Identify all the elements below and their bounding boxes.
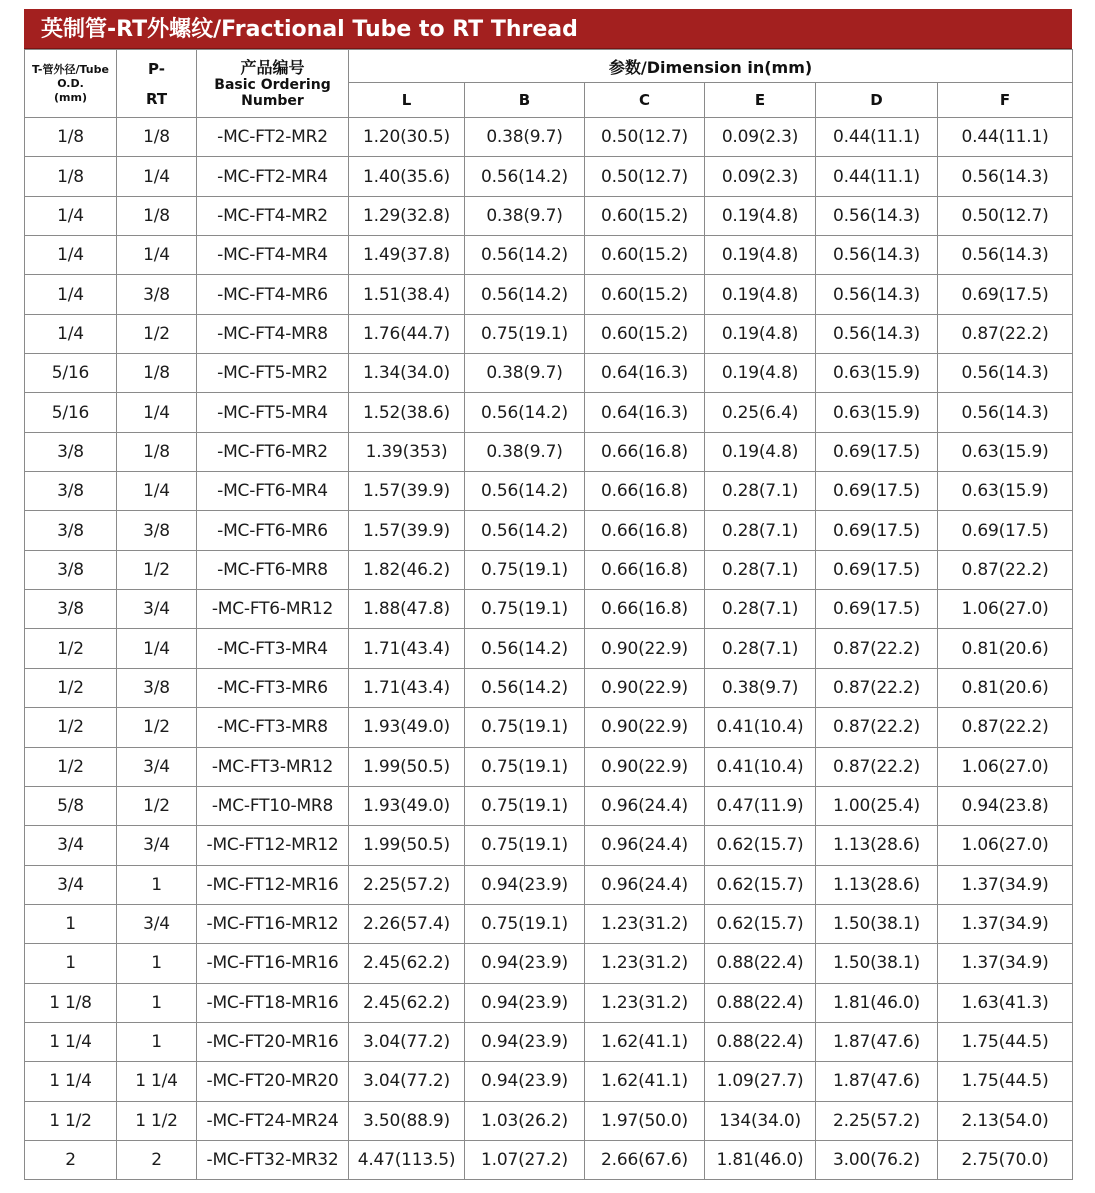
f-cell: 1.63(41.3) [938, 983, 1073, 1022]
header-order-line: 产品编号 [240, 57, 305, 77]
ordering-number-cell: -MC-FT5-MR2 [197, 354, 349, 393]
header-tube-od [25, 50, 117, 118]
ordering-number-cell: -MC-FT20-MR20 [197, 1062, 349, 1101]
c-cell: 0.50(12.7) [585, 157, 705, 196]
d-cell: 0.87(22.2) [816, 708, 938, 747]
table-row [25, 826, 1073, 865]
l-cell: 2.25(57.2) [349, 865, 465, 904]
header-dimension: 参数/Dimension in(mm) [349, 50, 1073, 83]
header-col-e: E [705, 83, 816, 118]
d-cell: 0.87(22.2) [816, 629, 938, 668]
b-cell: 0.38(9.7) [465, 354, 585, 393]
table-row [25, 944, 1073, 983]
tube-od-cell: 3/4 [25, 826, 117, 865]
port-cell: 3/4 [117, 590, 197, 629]
port-cell: 1/8 [117, 354, 197, 393]
e-cell: 0.19(4.8) [705, 275, 816, 314]
port-cell: 1/4 [117, 393, 197, 432]
e-cell: 0.19(4.8) [705, 432, 816, 471]
b-cell: 0.75(19.1) [465, 826, 585, 865]
e-cell: 0.19(4.8) [705, 314, 816, 353]
b-cell: 0.94(23.9) [465, 983, 585, 1022]
l-cell: 1.51(38.4) [349, 275, 465, 314]
b-cell: 0.94(23.9) [465, 944, 585, 983]
tube-od-cell: 1/4 [25, 275, 117, 314]
d-cell: 0.44(11.1) [816, 118, 938, 157]
b-cell: 0.56(14.2) [465, 511, 585, 550]
port-cell: 3/4 [117, 826, 197, 865]
port-cell: 1/2 [117, 786, 197, 825]
f-cell: 0.69(17.5) [938, 511, 1073, 550]
d-cell: 3.00(76.2) [816, 1140, 938, 1179]
tube-od-cell: 1/4 [25, 196, 117, 235]
table-row [25, 786, 1073, 825]
header-tube-line: T-管外径/Tube [32, 62, 109, 76]
port-cell: 1/2 [117, 550, 197, 589]
d-cell: 1.87(47.6) [816, 1062, 938, 1101]
port-cell: 1 1/4 [117, 1062, 197, 1101]
b-cell: 0.75(19.1) [465, 314, 585, 353]
d-cell: 1.50(38.1) [816, 904, 938, 943]
c-cell: 0.60(15.2) [585, 275, 705, 314]
c-cell: 1.62(41.1) [585, 1022, 705, 1061]
b-cell: 0.56(14.2) [465, 236, 585, 275]
f-cell: 2.13(54.0) [938, 1101, 1073, 1140]
f-cell: 0.63(15.9) [938, 432, 1073, 471]
ordering-number-cell: -MC-FT6-MR4 [197, 472, 349, 511]
e-cell: 0.47(11.9) [705, 786, 816, 825]
e-cell: 0.28(7.1) [705, 511, 816, 550]
b-cell: 0.75(19.1) [465, 708, 585, 747]
c-cell: 0.64(16.3) [585, 354, 705, 393]
tube-od-cell: 1 1/4 [25, 1062, 117, 1101]
table-row [25, 432, 1073, 471]
table-row [25, 472, 1073, 511]
ordering-number-cell: -MC-FT16-MR12 [197, 904, 349, 943]
ordering-number-cell: -MC-FT3-MR8 [197, 708, 349, 747]
e-cell: 0.19(4.8) [705, 354, 816, 393]
f-cell: 0.56(14.3) [938, 236, 1073, 275]
l-cell: 1.29(32.8) [349, 196, 465, 235]
l-cell: 3.04(77.2) [349, 1022, 465, 1061]
header-tube-line: O.D. [57, 76, 84, 90]
d-cell: 0.56(14.3) [816, 196, 938, 235]
l-cell: 1.49(37.8) [349, 236, 465, 275]
e-cell: 0.41(10.4) [705, 747, 816, 786]
port-cell: 1/8 [117, 196, 197, 235]
e-cell: 0.28(7.1) [705, 629, 816, 668]
b-cell: 0.94(23.9) [465, 1062, 585, 1101]
table-row [25, 275, 1073, 314]
header-ordering-number [197, 50, 349, 118]
f-cell: 0.81(20.6) [938, 629, 1073, 668]
c-cell: 0.66(16.8) [585, 472, 705, 511]
l-cell: 1.40(35.6) [349, 157, 465, 196]
header-port-line: P- [148, 59, 165, 78]
port-cell: 1/8 [117, 118, 197, 157]
ordering-number-cell: -MC-FT4-MR4 [197, 236, 349, 275]
f-cell: 0.87(22.2) [938, 314, 1073, 353]
port-cell: 1/2 [117, 708, 197, 747]
f-cell: 1.37(34.9) [938, 865, 1073, 904]
table-row [25, 747, 1073, 786]
l-cell: 2.26(57.4) [349, 904, 465, 943]
e-cell: 0.88(22.4) [705, 944, 816, 983]
d-cell: 0.69(17.5) [816, 550, 938, 589]
table-row [25, 236, 1073, 275]
b-cell: 0.38(9.7) [465, 118, 585, 157]
table-row [25, 393, 1073, 432]
d-cell: 0.56(14.3) [816, 236, 938, 275]
c-cell: 0.96(24.4) [585, 865, 705, 904]
ordering-number-cell: -MC-FT4-MR6 [197, 275, 349, 314]
tube-od-cell: 1/2 [25, 708, 117, 747]
e-cell: 0.09(2.3) [705, 118, 816, 157]
table-row [25, 590, 1073, 629]
l-cell: 1.34(34.0) [349, 354, 465, 393]
tube-od-cell: 1 1/8 [25, 983, 117, 1022]
table-row [25, 118, 1073, 157]
f-cell: 1.06(27.0) [938, 747, 1073, 786]
tube-od-cell: 5/16 [25, 354, 117, 393]
b-cell: 0.38(9.7) [465, 432, 585, 471]
c-cell: 1.97(50.0) [585, 1101, 705, 1140]
b-cell: 0.56(14.2) [465, 275, 585, 314]
l-cell: 1.76(44.7) [349, 314, 465, 353]
d-cell: 0.69(17.5) [816, 472, 938, 511]
b-cell: 1.03(26.2) [465, 1101, 585, 1140]
d-cell: 0.44(11.1) [816, 157, 938, 196]
d-cell: 0.69(17.5) [816, 511, 938, 550]
header-order-line: Number [241, 92, 304, 109]
l-cell: 1.57(39.9) [349, 511, 465, 550]
tube-od-cell: 1 [25, 944, 117, 983]
d-cell: 0.87(22.2) [816, 747, 938, 786]
table-title: 英制管-RT外螺纹/Fractional Tube to RT Thread [24, 9, 1072, 49]
ordering-number-cell: -MC-FT24-MR24 [197, 1101, 349, 1140]
table-row [25, 708, 1073, 747]
port-cell: 1/4 [117, 157, 197, 196]
ordering-number-cell: -MC-FT2-MR4 [197, 157, 349, 196]
e-cell: 0.41(10.4) [705, 708, 816, 747]
d-cell: 0.63(15.9) [816, 354, 938, 393]
f-cell: 1.37(34.9) [938, 944, 1073, 983]
table-row [25, 865, 1073, 904]
c-cell: 1.62(41.1) [585, 1062, 705, 1101]
tube-od-cell: 2 [25, 1140, 117, 1179]
port-cell: 2 [117, 1140, 197, 1179]
l-cell: 4.47(113.5) [349, 1140, 465, 1179]
c-cell: 1.23(31.2) [585, 904, 705, 943]
port-cell: 3/4 [117, 904, 197, 943]
l-cell: 1.88(47.8) [349, 590, 465, 629]
port-cell: 1 [117, 944, 197, 983]
b-cell: 1.07(27.2) [465, 1140, 585, 1179]
l-cell: 1.93(49.0) [349, 708, 465, 747]
f-cell: 1.75(44.5) [938, 1022, 1073, 1061]
c-cell: 0.60(15.2) [585, 196, 705, 235]
table-row [25, 1140, 1073, 1179]
table-row [25, 511, 1073, 550]
ordering-number-cell: -MC-FT16-MR16 [197, 944, 349, 983]
header-col-f: F [938, 83, 1073, 118]
ordering-number-cell: -MC-FT18-MR16 [197, 983, 349, 1022]
port-cell: 1/4 [117, 472, 197, 511]
tube-od-cell: 1/4 [25, 236, 117, 275]
ordering-number-cell: -MC-FT6-MR2 [197, 432, 349, 471]
header-order-line: Basic Ordering [214, 76, 331, 93]
e-cell: 0.28(7.1) [705, 550, 816, 589]
tube-od-cell: 1/2 [25, 668, 117, 707]
e-cell: 0.88(22.4) [705, 983, 816, 1022]
b-cell: 0.94(23.9) [465, 865, 585, 904]
l-cell: 1.93(49.0) [349, 786, 465, 825]
f-cell: 0.56(14.3) [938, 354, 1073, 393]
c-cell: 0.50(12.7) [585, 118, 705, 157]
d-cell: 0.63(15.9) [816, 393, 938, 432]
e-cell: 0.09(2.3) [705, 157, 816, 196]
header-col-d: D [816, 83, 938, 118]
table-row [25, 983, 1073, 1022]
d-cell: 1.50(38.1) [816, 944, 938, 983]
b-cell: 0.56(14.2) [465, 668, 585, 707]
table-row [25, 1022, 1073, 1061]
e-cell: 0.25(6.4) [705, 393, 816, 432]
tube-od-cell: 5/8 [25, 786, 117, 825]
b-cell: 0.75(19.1) [465, 904, 585, 943]
e-cell: 0.19(4.8) [705, 236, 816, 275]
b-cell: 0.75(19.1) [465, 747, 585, 786]
l-cell: 3.04(77.2) [349, 1062, 465, 1101]
l-cell: 1.20(30.5) [349, 118, 465, 157]
c-cell: 0.64(16.3) [585, 393, 705, 432]
c-cell: 0.90(22.9) [585, 747, 705, 786]
f-cell: 2.75(70.0) [938, 1140, 1073, 1179]
l-cell: 1.82(46.2) [349, 550, 465, 589]
f-cell: 0.44(11.1) [938, 118, 1073, 157]
f-cell: 1.75(44.5) [938, 1062, 1073, 1101]
ordering-number-cell: -MC-FT12-MR16 [197, 865, 349, 904]
l-cell: 1.57(39.9) [349, 472, 465, 511]
table-row [25, 904, 1073, 943]
table-row [25, 196, 1073, 235]
ordering-number-cell: -MC-FT6-MR8 [197, 550, 349, 589]
d-cell: 2.25(57.2) [816, 1101, 938, 1140]
table-row [25, 550, 1073, 589]
spec-sheet [24, 9, 1072, 1180]
d-cell: 1.00(25.4) [816, 786, 938, 825]
tube-od-cell: 3/8 [25, 511, 117, 550]
port-cell: 3/4 [117, 747, 197, 786]
f-cell: 1.37(34.9) [938, 904, 1073, 943]
d-cell: 0.87(22.2) [816, 668, 938, 707]
e-cell: 0.88(22.4) [705, 1022, 816, 1061]
port-cell: 1 [117, 983, 197, 1022]
f-cell: 1.06(27.0) [938, 590, 1073, 629]
l-cell: 1.99(50.5) [349, 826, 465, 865]
f-cell: 0.63(15.9) [938, 472, 1073, 511]
b-cell: 0.75(19.1) [465, 590, 585, 629]
l-cell: 1.71(43.4) [349, 629, 465, 668]
c-cell: 0.96(24.4) [585, 826, 705, 865]
e-cell: 1.09(27.7) [705, 1062, 816, 1101]
port-cell: 1 [117, 865, 197, 904]
ordering-number-cell: -MC-FT3-MR12 [197, 747, 349, 786]
header-col-l: L [349, 83, 465, 118]
table-row [25, 1062, 1073, 1101]
e-cell: 1.81(46.0) [705, 1140, 816, 1179]
tube-od-cell: 1/4 [25, 314, 117, 353]
table-row [25, 629, 1073, 668]
header-port-line: RT [145, 89, 168, 108]
c-cell: 0.66(16.8) [585, 511, 705, 550]
f-cell: 0.56(14.3) [938, 393, 1073, 432]
f-cell: 0.56(14.3) [938, 157, 1073, 196]
tube-od-cell: 3/8 [25, 550, 117, 589]
table-body [25, 118, 1073, 1180]
port-cell: 1/4 [117, 629, 197, 668]
tube-od-cell: 3/4 [25, 865, 117, 904]
port-cell: 3/8 [117, 275, 197, 314]
ordering-number-cell: -MC-FT5-MR4 [197, 393, 349, 432]
d-cell: 1.81(46.0) [816, 983, 938, 1022]
port-cell: 1/2 [117, 314, 197, 353]
e-cell: 0.19(4.8) [705, 196, 816, 235]
b-cell: 0.94(23.9) [465, 1022, 585, 1061]
l-cell: 1.52(38.6) [349, 393, 465, 432]
c-cell: 0.66(16.8) [585, 432, 705, 471]
ordering-number-cell: -MC-FT3-MR6 [197, 668, 349, 707]
f-cell: 0.87(22.2) [938, 708, 1073, 747]
l-cell: 2.45(62.2) [349, 944, 465, 983]
port-cell: 3/8 [117, 668, 197, 707]
f-cell: 0.69(17.5) [938, 275, 1073, 314]
d-cell: 1.13(28.6) [816, 865, 938, 904]
d-cell: 0.56(14.3) [816, 314, 938, 353]
e-cell: 0.28(7.1) [705, 590, 816, 629]
e-cell: 0.28(7.1) [705, 472, 816, 511]
b-cell: 0.75(19.1) [465, 550, 585, 589]
table-row [25, 668, 1073, 707]
tube-od-cell: 3/8 [25, 432, 117, 471]
tube-od-cell: 1 1/4 [25, 1022, 117, 1061]
port-cell: 1/4 [117, 236, 197, 275]
ordering-number-cell: -MC-FT4-MR2 [197, 196, 349, 235]
b-cell: 0.56(14.2) [465, 157, 585, 196]
c-cell: 0.96(24.4) [585, 786, 705, 825]
d-cell: 1.87(47.6) [816, 1022, 938, 1061]
tube-od-cell: 1/2 [25, 629, 117, 668]
b-cell: 0.56(14.2) [465, 472, 585, 511]
b-cell: 0.75(19.1) [465, 786, 585, 825]
table-row [25, 1101, 1073, 1140]
e-cell: 134(34.0) [705, 1101, 816, 1140]
header-col-c: C [585, 83, 705, 118]
spec-table [24, 49, 1073, 1180]
l-cell: 2.45(62.2) [349, 983, 465, 1022]
c-cell: 0.90(22.9) [585, 708, 705, 747]
ordering-number-cell: -MC-FT4-MR8 [197, 314, 349, 353]
f-cell: 0.87(22.2) [938, 550, 1073, 589]
port-cell: 1/8 [117, 432, 197, 471]
tube-od-cell: 1 1/2 [25, 1101, 117, 1140]
f-cell: 0.94(23.8) [938, 786, 1073, 825]
e-cell: 0.62(15.7) [705, 904, 816, 943]
e-cell: 0.62(15.7) [705, 826, 816, 865]
ordering-number-cell: -MC-FT3-MR4 [197, 629, 349, 668]
c-cell: 0.60(15.2) [585, 314, 705, 353]
c-cell: 0.90(22.9) [585, 668, 705, 707]
d-cell: 0.69(17.5) [816, 590, 938, 629]
c-cell: 0.90(22.9) [585, 629, 705, 668]
tube-od-cell: 1/2 [25, 747, 117, 786]
d-cell: 0.69(17.5) [816, 432, 938, 471]
f-cell: 1.06(27.0) [938, 826, 1073, 865]
port-cell: 1 [117, 1022, 197, 1061]
b-cell: 0.56(14.2) [465, 393, 585, 432]
ordering-number-cell: -MC-FT6-MR12 [197, 590, 349, 629]
tube-od-cell: 5/16 [25, 393, 117, 432]
f-cell: 0.81(20.6) [938, 668, 1073, 707]
c-cell: 2.66(67.6) [585, 1140, 705, 1179]
tube-od-cell: 1/8 [25, 157, 117, 196]
table-row [25, 157, 1073, 196]
ordering-number-cell: -MC-FT12-MR12 [197, 826, 349, 865]
l-cell: 1.99(50.5) [349, 747, 465, 786]
ordering-number-cell: -MC-FT2-MR2 [197, 118, 349, 157]
table-row [25, 354, 1073, 393]
header-col-b: B [465, 83, 585, 118]
l-cell: 1.39(353) [349, 432, 465, 471]
c-cell: 0.66(16.8) [585, 550, 705, 589]
f-cell: 0.50(12.7) [938, 196, 1073, 235]
c-cell: 0.60(15.2) [585, 236, 705, 275]
tube-od-cell: 1 [25, 904, 117, 943]
d-cell: 1.13(28.6) [816, 826, 938, 865]
l-cell: 3.50(88.9) [349, 1101, 465, 1140]
ordering-number-cell: -MC-FT6-MR6 [197, 511, 349, 550]
e-cell: 0.62(15.7) [705, 865, 816, 904]
c-cell: 1.23(31.2) [585, 983, 705, 1022]
ordering-number-cell: -MC-FT20-MR16 [197, 1022, 349, 1061]
e-cell: 0.38(9.7) [705, 668, 816, 707]
ordering-number-cell: -MC-FT32-MR32 [197, 1140, 349, 1179]
port-cell: 1 1/2 [117, 1101, 197, 1140]
d-cell: 0.56(14.3) [816, 275, 938, 314]
header-port [117, 50, 197, 118]
port-cell: 3/8 [117, 511, 197, 550]
l-cell: 1.71(43.4) [349, 668, 465, 707]
tube-od-cell: 1/8 [25, 118, 117, 157]
c-cell: 1.23(31.2) [585, 944, 705, 983]
tube-od-cell: 3/8 [25, 590, 117, 629]
b-cell: 0.38(9.7) [465, 196, 585, 235]
header-tube-line: (mm) [54, 90, 87, 104]
tube-od-cell: 3/8 [25, 472, 117, 511]
table-row [25, 314, 1073, 353]
b-cell: 0.56(14.2) [465, 629, 585, 668]
c-cell: 0.66(16.8) [585, 590, 705, 629]
ordering-number-cell: -MC-FT10-MR8 [197, 786, 349, 825]
